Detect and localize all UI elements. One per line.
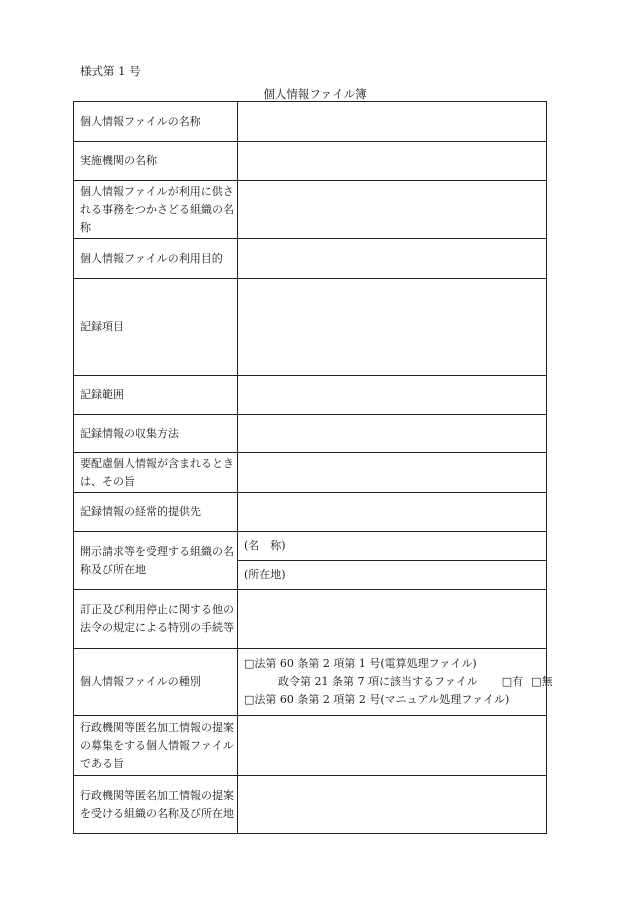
file-name-value[interactable]: [238, 102, 547, 142]
table-row: [74, 239, 547, 279]
field-label: 記録範囲: [74, 376, 238, 415]
field-label: 個人情報ファイルが利用に供される事務をつかさどる組織の名称: [74, 181, 238, 239]
table-row: [74, 142, 547, 181]
table-row: [74, 649, 547, 716]
organization-name-value[interactable]: [238, 181, 547, 239]
receiving-org-location-field[interactable]: (所在地): [238, 561, 547, 590]
special-procedures-value[interactable]: [238, 590, 547, 649]
field-label: 個人情報ファイルの名称: [74, 102, 238, 142]
field-label: 記録項目: [74, 279, 238, 376]
purpose-value[interactable]: [238, 239, 547, 279]
field-label: 実施機関の名称: [74, 142, 238, 181]
field-label: 要配慮個人情報が含まれるときは、その旨: [74, 453, 238, 493]
receiving-org-name-field[interactable]: (名 称): [238, 532, 547, 561]
field-label: 個人情報ファイルの利用目的: [74, 239, 238, 279]
field-label: 行政機関等匿名加工情報の提案を受ける組織の名称及び所在地: [74, 776, 238, 834]
cabinet-order-label: 政令第 21 条第 7 項に該当するファイル: [278, 675, 478, 688]
checkbox-yes[interactable]: □有: [501, 675, 524, 688]
file-type-options: [238, 649, 553, 716]
agency-name-value[interactable]: [238, 142, 547, 181]
cabinet-order-line: [244, 673, 553, 691]
table-row: [74, 102, 547, 142]
field-label: 訂正及び利用停止に関する他の法令の規定による特別の手続等: [74, 590, 238, 649]
field-label: 個人情報ファイルの種別: [74, 649, 238, 716]
regular-recipients-value[interactable]: [238, 493, 547, 532]
table-row: [74, 279, 547, 376]
form-number: 様式第 1 号: [80, 64, 141, 78]
table-row: [74, 376, 547, 415]
table-row: [74, 776, 547, 834]
table-row: [74, 493, 547, 532]
file-register-table: [73, 101, 553, 834]
record-items-value[interactable]: [238, 279, 547, 376]
form-title: 個人情報ファイル簿: [263, 87, 367, 101]
field-label: 記録情報の収集方法: [74, 415, 238, 453]
sensitive-info-value[interactable]: [238, 453, 547, 493]
table-row: [74, 181, 547, 239]
checkbox-electronic-file[interactable]: □法第 60 条第 2 項第 1 号(電算処理ファイル): [244, 657, 477, 670]
table-row: [74, 716, 547, 776]
field-label: 開示請求等を受理する組織の名称及び所在地: [74, 532, 238, 590]
anonymized-proposal-value[interactable]: [238, 716, 547, 776]
proposal-receiving-org-value[interactable]: [238, 776, 547, 834]
checkbox-no[interactable]: □無: [531, 675, 553, 688]
record-scope-value[interactable]: [238, 376, 547, 415]
field-label: 記録情報の経常的提供先: [74, 493, 238, 532]
table-row: [74, 453, 547, 493]
collection-method-value[interactable]: [238, 415, 547, 453]
table-row: [74, 532, 547, 561]
table-row: [74, 590, 547, 649]
checkbox-manual-file[interactable]: □法第 60 条第 2 項第 2 号(マニュアル処理ファイル): [244, 693, 510, 706]
table-row: [74, 415, 547, 453]
field-label: 行政機関等匿名加工情報の提案の募集をする個人情報ファイルである旨: [74, 716, 238, 776]
